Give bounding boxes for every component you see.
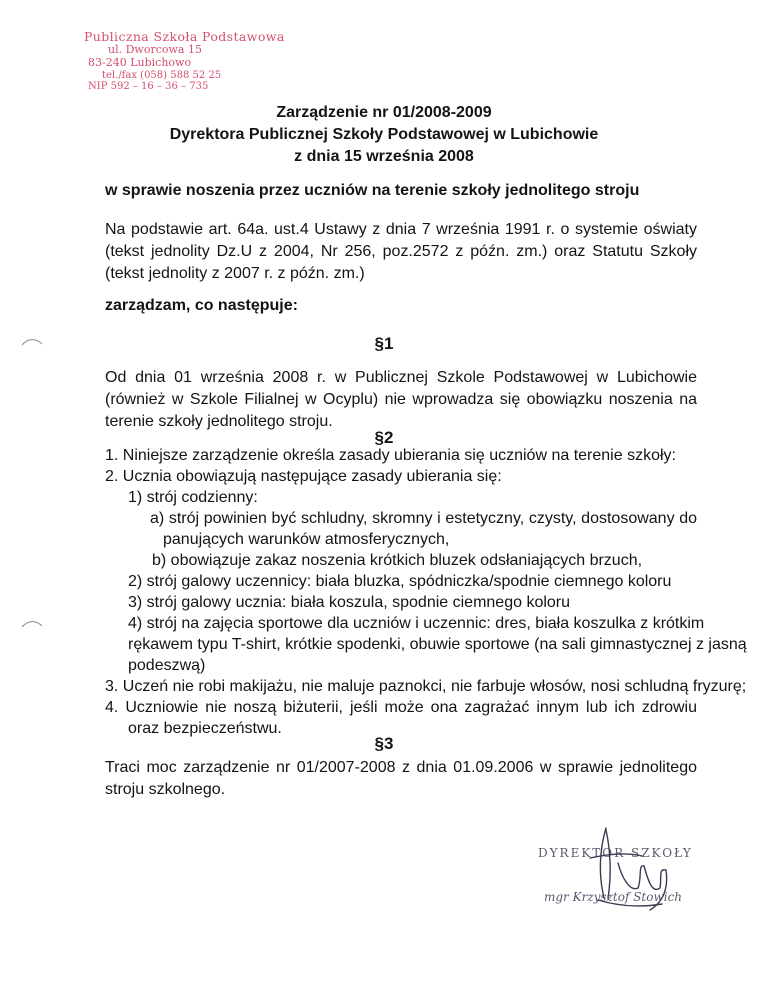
document-subject: w sprawie noszenia przez uczniów na terenie szkoły jednolitego stroju bbox=[105, 182, 640, 199]
margin-mark bbox=[20, 336, 44, 348]
section-2-item-2: 2. Ucznia obowiązują następujące zasady ubierania się: bbox=[105, 468, 502, 485]
signature-block bbox=[538, 818, 713, 918]
legal-basis-paragraph: Na podstawie art. 64a. ust.4 Ustawy z dnia 7 września 1991 r. o systemie oświaty (tekst jednolity Dz.U z 2004, Nr 256, poz.2572 z późn. zm.) oraz Statutu Szkoły (tekst jednolity z 2007 r. z późn. zm.) bbox=[105, 221, 697, 282]
margin-mark bbox=[20, 618, 44, 630]
section-2-sub-2: 2) strój galowy uczennicy: biała bluzka, spódniczka/spodnie ciemnego koloru bbox=[128, 573, 672, 590]
stamp-line-phone: tel./fax (058) 588 52 25 bbox=[102, 69, 222, 81]
stamp-line-city: 83-240 Lubichowo bbox=[88, 56, 192, 70]
school-stamp bbox=[84, 30, 285, 93]
stamp-line-nip: NIP 592 – 16 – 36 – 735 bbox=[88, 81, 209, 93]
section-2-item-1: 1. Niniejsze zarządzenie określa zasady ubierania się uczniów na terenie szkoły: bbox=[105, 447, 676, 464]
document-title: Zarządzenie nr 01/2008-2009 bbox=[276, 104, 492, 121]
handwritten-signature bbox=[538, 818, 713, 918]
stamp-line-street: ul. Dworcowa 15 bbox=[108, 43, 202, 57]
section-2-item-4: 4. Uczniowie nie noszą biżuterii, jeśli może ona zagrażać innym lub ich zdrowiu bbox=[105, 699, 697, 716]
section-3-text: Traci moc zarządzenie nr 01/2007-2008 z dnia 01.09.2006 w sprawie jednolitego stroju szkolnego. bbox=[105, 759, 697, 798]
section-2-sub-4-cont: rękawem typu T-shirt, krótkie spodenki, obuwie sportowe (na sali gimnastycznej z jasną bbox=[128, 636, 747, 653]
section-1-text: Od dnia 01 września 2008 r. w Publicznej Szkole Podstawowej w Lubichowie (również w Szkole Filialnej w Ocyplu) nie wprowadza się obowiązku noszenia na terenie szkoły jednolitego stroju. bbox=[105, 369, 697, 430]
section-2-item-3: 3. Uczeń nie robi makijażu, nie maluje paznokci, nie farbuje włosów, nosi schludną fryzurę; bbox=[105, 678, 747, 695]
signature-title: DYREKTOR SZKOŁY bbox=[538, 846, 693, 860]
section-2-item-4-cont: oraz bezpieczeństwu. bbox=[128, 720, 282, 737]
section-2-sub-1a: a) strój powinien być schludny, skromny i estetyczny, czysty, dostosowany do bbox=[150, 510, 697, 527]
document-date: z dnia 15 września 2008 bbox=[294, 148, 474, 165]
section-2-sub-3: 3) strój galowy ucznia: biała koszula, spodnie ciemnego koloru bbox=[128, 594, 571, 611]
section-2-sub-1: 1) strój codzienny: bbox=[128, 489, 258, 506]
section-2-heading: §2 bbox=[374, 428, 394, 447]
section-2-sub-4: 4) strój na zajęcia sportowe dla uczniów i uczennic: dres, biała koszulka z krótkim bbox=[128, 615, 705, 632]
signature-name: mgr Krzysztof Stowich bbox=[544, 890, 683, 904]
section-3-heading: §3 bbox=[374, 734, 394, 753]
section-2-sub-1b: b) obowiązuje zakaz noszenia krótkich bluzek odsłaniających brzuch, bbox=[152, 552, 643, 569]
decree-statement: zarządzam, co następuje: bbox=[105, 297, 298, 314]
section-1-heading: §1 bbox=[374, 334, 394, 353]
section-2-sub-1a-cont: panujących warunków atmosferycznych, bbox=[163, 531, 450, 548]
stamp-line-school: Publiczna Szkoła Podstawowa bbox=[84, 29, 285, 44]
document-issuer: Dyrektora Publicznej Szkoły Podstawowej w Lubichowie bbox=[169, 126, 599, 143]
section-2-sub-4-end: podeszwą) bbox=[128, 657, 206, 674]
